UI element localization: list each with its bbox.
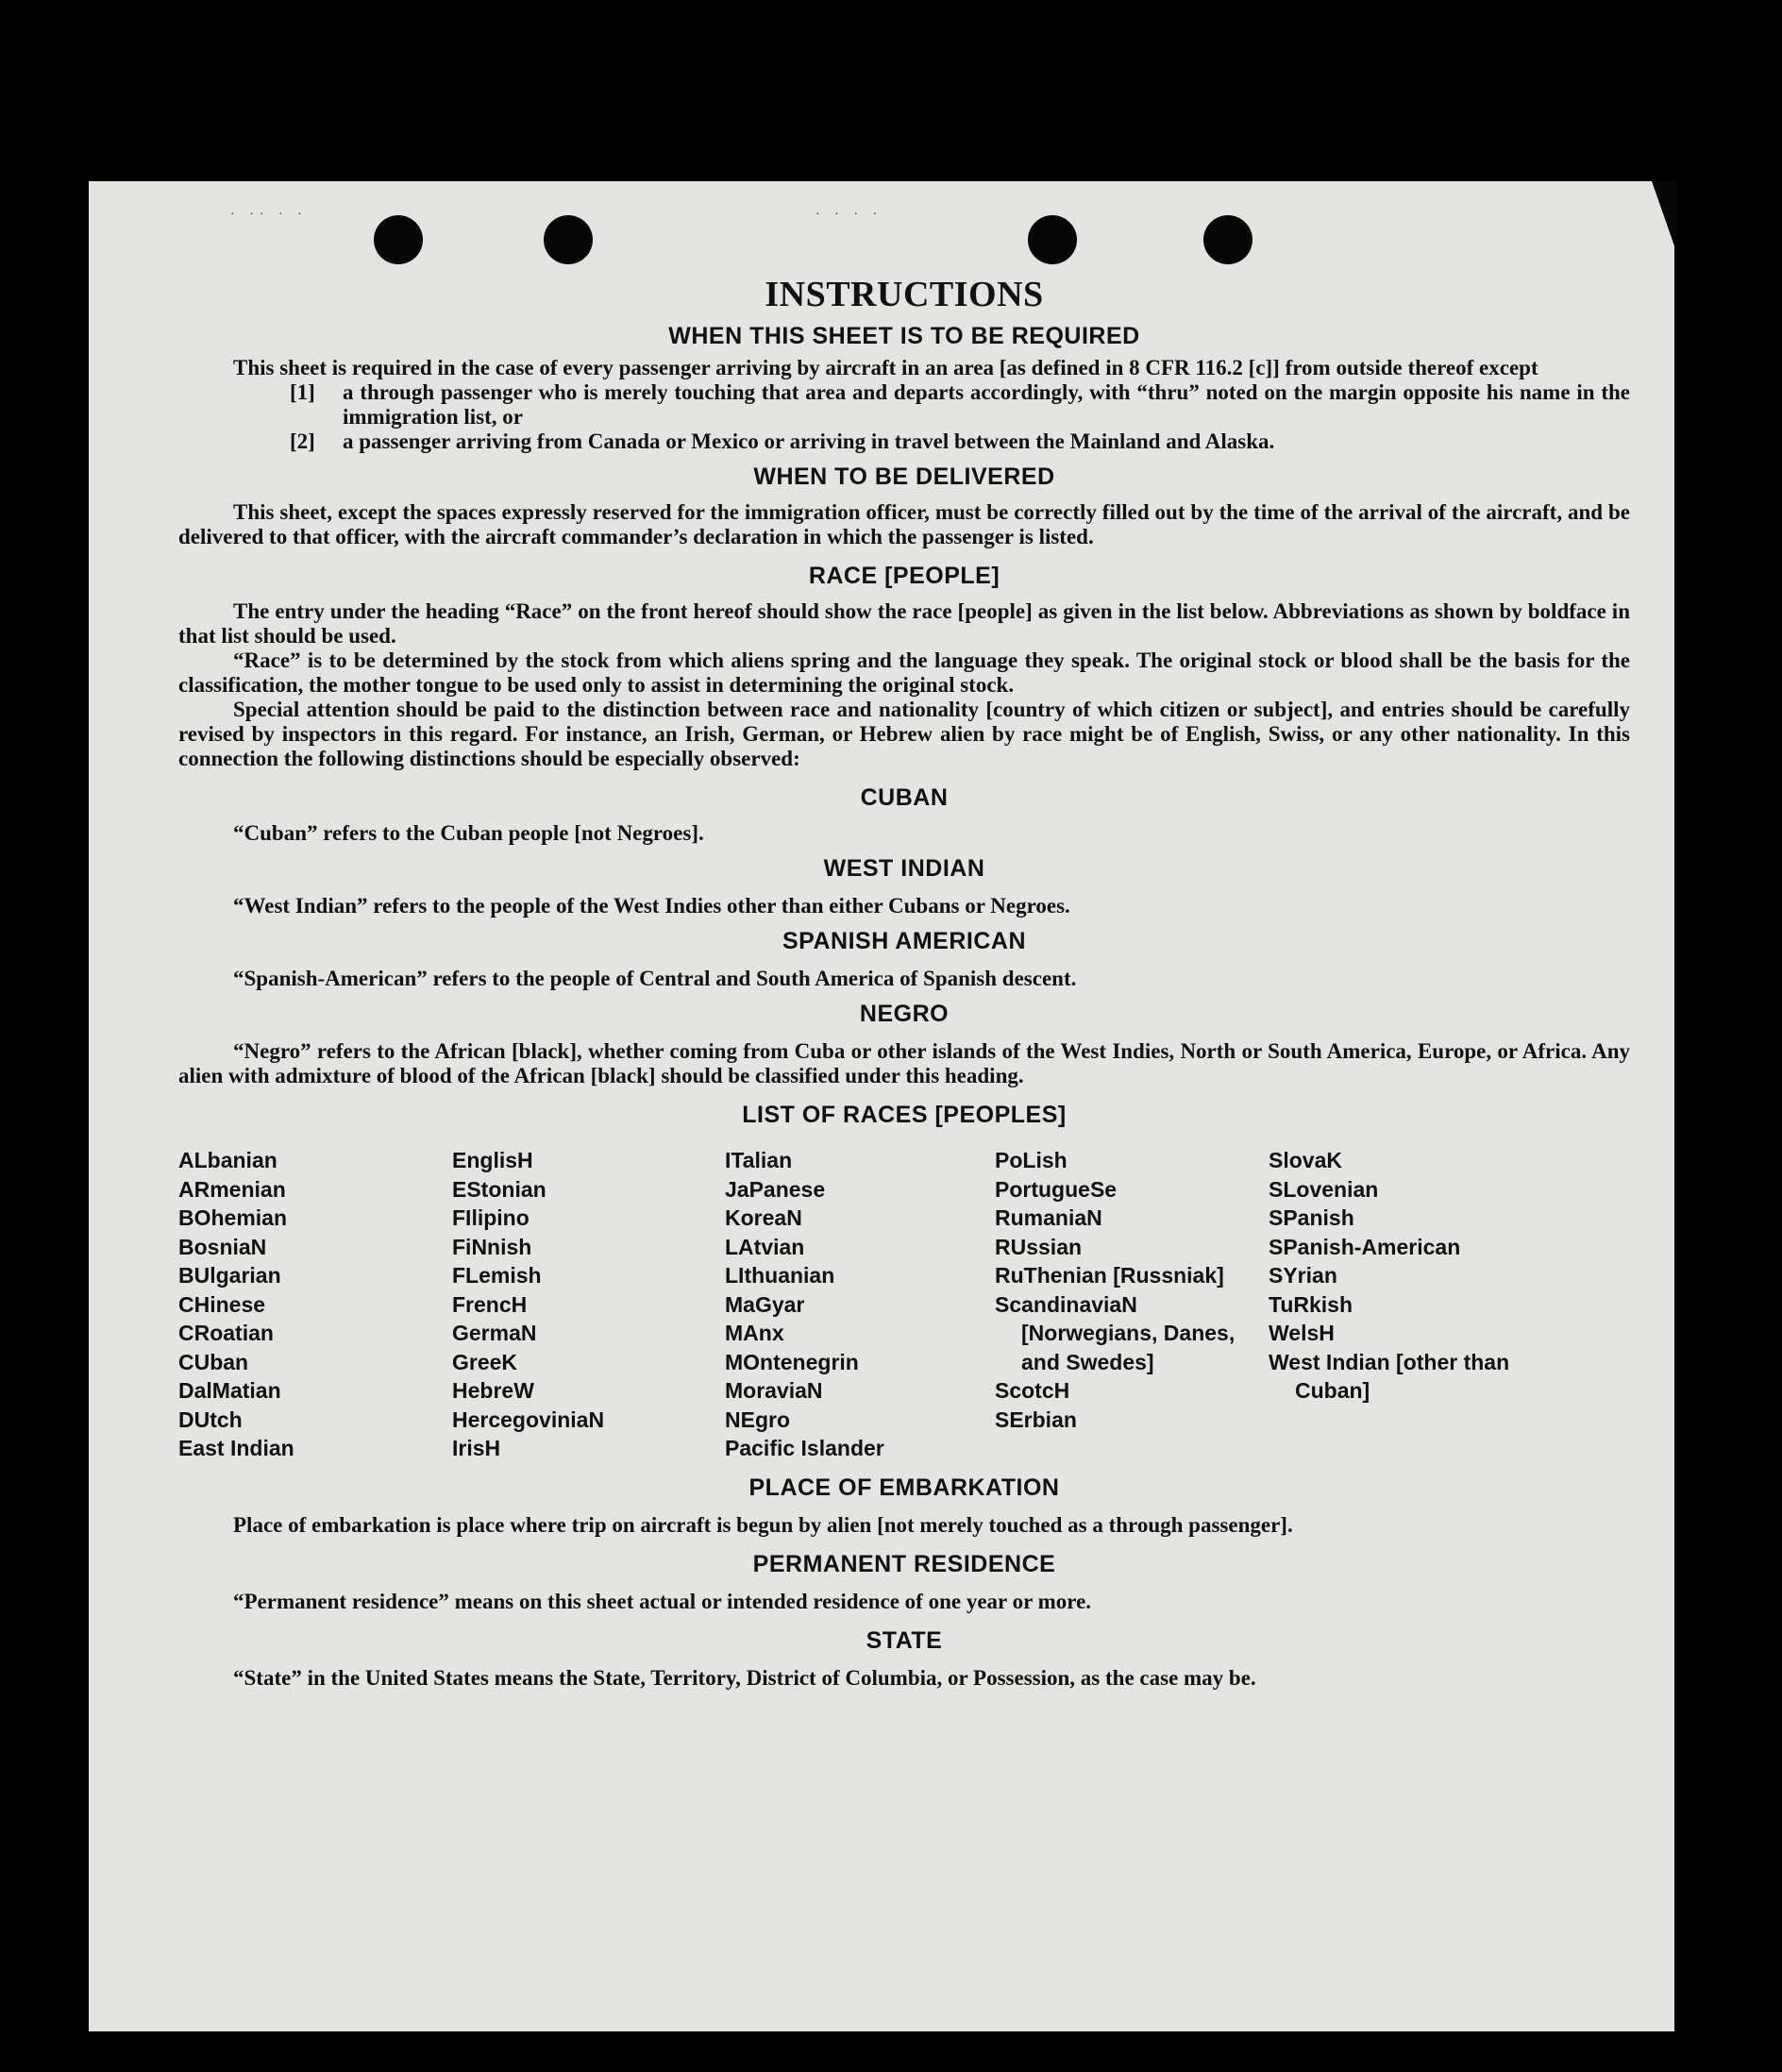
race-item: East Indian [178, 1436, 294, 1460]
race-item: SPanish [1269, 1205, 1354, 1230]
race-item: IrisH [452, 1436, 501, 1460]
state-body: “State” in the United States means the State, Territory, District of Columbia, or Possession, as the case may be. [233, 1665, 1256, 1690]
race-item: HercegoviniaN [452, 1407, 605, 1432]
heading-negro: NEGRO [859, 1001, 950, 1027]
race-item: KoreaN [725, 1205, 802, 1230]
negro-body: “Negro” refers to the African [black], whether coming from Cuba or other islands of the West Indies, North or South America, Europe, or Africa. Any alien with admixture of blood of the African [black] should be classified under this heading. [178, 1039, 1630, 1087]
paper-specks: · ·· · · [230, 208, 308, 222]
heading-when-required: WHEN THIS SHEET IS TO BE REQUIRED [668, 323, 1140, 349]
race-item: PortugueSe [995, 1176, 1118, 1202]
race-item: ScotcH [995, 1378, 1070, 1403]
residence-body: “Permanent residence” means on this sheet actual or intended residence of one year or more. [233, 1589, 1092, 1613]
race-item: CUban [178, 1349, 249, 1374]
races-table [178, 1146, 1630, 1463]
when-required-body: This sheet is required in the case of every passenger arriving by aircraft in an area [as defined in 8 CFR 116.2 [c]] from outside thereof except [233, 356, 1538, 379]
race-item: BUlgarian [178, 1263, 281, 1288]
race-paragraph: Special attention should be paid to the distinction between race and nationality [country of which citizen or subject], and entries should be carefully revised by inspectors in this regard. For instance, an Irish, German, or Hebrew alien by race might be of English, Swiss, or any other nationality. In this connection the following distinctions should be especially observed: [178, 698, 1630, 770]
race-item: GreeK [452, 1349, 518, 1374]
race-paragraph: The entry under the heading “Race” on the front hereof should show the race [people] as given in the list below. Abbreviations as shown by boldface in that list should be used. [178, 599, 1630, 648]
race-item: NEgro [725, 1407, 790, 1432]
embarkation-body: Place of embarkation is place where trip on aircraft is begun by alien [not merely touched as a through passenger]. [233, 1512, 1293, 1537]
heading-state: STATE [866, 1626, 943, 1654]
punch-hole [1203, 215, 1252, 264]
race-item: TuRkish [1269, 1291, 1353, 1317]
heading-cuban: CUBAN [860, 784, 949, 811]
exception-item [178, 430, 1630, 454]
race-item: DUtch [178, 1407, 243, 1432]
exception-item [178, 380, 1630, 430]
races-column [1269, 1146, 1552, 1463]
cuban-body: “Cuban” refers to the Cuban people [not Negroes]. [233, 821, 704, 845]
race-item: SLovenian [1269, 1176, 1379, 1202]
heading-embarkation: PLACE OF EMBARKATION [748, 1474, 1060, 1501]
race-item: ALbanian [178, 1148, 277, 1172]
race-paragraph: “Race” is to be determined by the stock from which aliens spring and the language they speak. The original stock or blood shall be the basis for the classification, the mother tongue to be used only to assist in determining the original stock. [178, 649, 1630, 697]
race-item: SlovaK [1269, 1148, 1342, 1172]
exception-number: [2] [290, 430, 315, 453]
race-item: FrencH [452, 1291, 528, 1317]
heading-spanish-american: SPANISH AMERICAN [782, 928, 1026, 954]
race-item: MAnx [725, 1321, 784, 1345]
race-item: CHinese [178, 1291, 266, 1317]
spanish-american-body: “Spanish-American” refers to the people of Central and South America of Spanish descent. [233, 967, 1077, 990]
race-item: DalMatian [178, 1378, 281, 1403]
races-column [178, 1146, 452, 1463]
race-item: SErbian [995, 1407, 1077, 1432]
races-column [995, 1146, 1269, 1463]
race-item: SPanish-American [1269, 1234, 1461, 1259]
heading-race: RACE [PEOPLE] [808, 563, 1000, 589]
heading-residence: PERMANENT RESIDENCE [752, 1550, 1056, 1577]
race-item: HebreW [452, 1378, 534, 1403]
races-column [452, 1146, 725, 1463]
race-item: RumaniaN [995, 1205, 1102, 1230]
race-item: WelsH [1269, 1321, 1335, 1345]
heading-when-delivered: WHEN TO BE DELIVERED [753, 463, 1055, 490]
race-item: Pacific Islander [725, 1436, 884, 1460]
race-item: FiNnish [452, 1234, 532, 1259]
race-item: BOhemian [178, 1205, 288, 1230]
race-item: EStonian [452, 1176, 546, 1202]
race-item: MoraviaN [725, 1378, 823, 1403]
exception-number: [1] [290, 380, 315, 404]
page-title: INSTRUCTIONS [765, 275, 1044, 314]
west-indian-body: “West Indian” refers to the people of the West Indies other than either Cubans or Negroes. [233, 894, 1070, 918]
punch-hole [374, 215, 423, 264]
heading-west-indian: WEST INDIAN [823, 855, 985, 882]
race-item: LIthuanian [725, 1263, 835, 1288]
paper-specks: · · · · [815, 208, 883, 222]
race-item: ARmenian [178, 1176, 286, 1202]
document-sheet [89, 181, 1674, 2031]
race-item: LAtvian [725, 1234, 805, 1259]
race-item: RuThenian [Russniak] [995, 1263, 1224, 1288]
races-column [725, 1146, 995, 1463]
race-item: FLemish [452, 1263, 542, 1288]
race-item: MaGyar [725, 1291, 805, 1317]
when-delivered-body: This sheet, except the spaces expressly reserved for the immigration officer, must be correctly filled out by the time of the arrival of the aircraft, and be delivered to that officer, with the aircraft commander’s declaration in which the passenger is listed. [178, 500, 1630, 548]
race-item: BosniaN [178, 1234, 267, 1259]
instructions-content [178, 274, 1630, 1691]
race-item: FIlipino [452, 1205, 530, 1230]
race-item: RUssian [995, 1234, 1083, 1259]
race-item: MOntenegrin [725, 1349, 859, 1374]
race-item: ITalian [725, 1148, 793, 1172]
race-item: CRoatian [178, 1321, 274, 1345]
race-item: ScandinaviaN [Norwegians, Danes, and Swedes] [995, 1291, 1236, 1374]
punch-hole [544, 215, 593, 264]
exception-text: a through passenger who is merely touching that area and departs accordingly, with “thru” noted on the margin opposite his name in the immigration list, or [343, 380, 1630, 429]
exception-text: a passenger arriving from Canada or Mexico or arriving in travel between the Mainland and Alaska. [343, 430, 1275, 453]
punch-hole [1028, 215, 1077, 264]
heading-list-of-races: LIST OF RACES [PEOPLES] [742, 1102, 1067, 1128]
race-item: JaPanese [725, 1176, 826, 1202]
race-item: GermaN [452, 1321, 537, 1345]
race-item: West Indian [other than Cuban] [1269, 1349, 1510, 1403]
corner-tear [1652, 181, 1678, 257]
race-item: SYrian [1269, 1263, 1337, 1288]
race-item: PoLish [995, 1148, 1068, 1172]
race-item: EnglisH [452, 1148, 533, 1172]
